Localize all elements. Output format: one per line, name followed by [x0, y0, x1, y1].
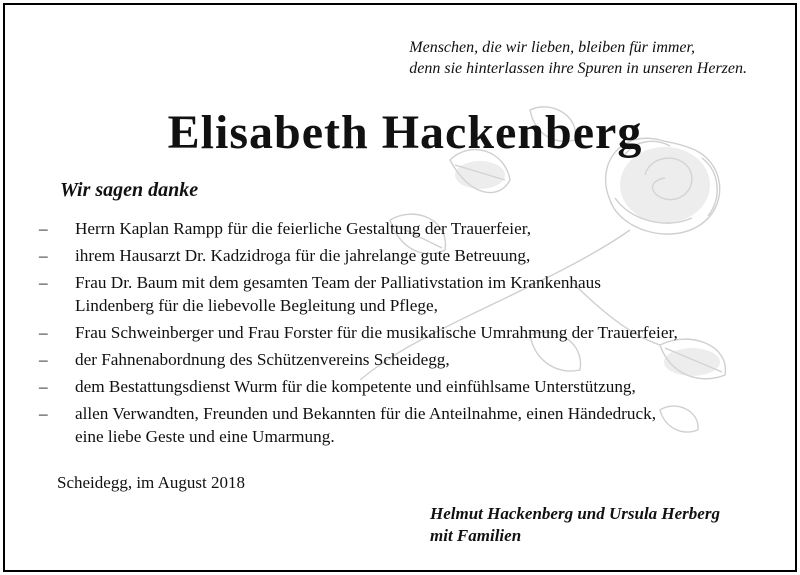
obituary-notice — [3, 3, 797, 572]
dash-bullet: – — [39, 404, 48, 423]
item-text: ihrem Hausarzt Dr. Kadzidroga für die jahrelange gute Betreuung, — [75, 246, 531, 265]
item-text: eine liebe Geste und eine Umarmung. — [75, 427, 335, 446]
dash-bullet: – — [39, 377, 48, 396]
place-date: Scheidegg, im August 2018 — [57, 473, 245, 492]
item-text: Herrn Kaplan Rampp für die feierliche Gestaltung der Trauerfeier, — [75, 219, 532, 238]
list-item — [39, 217, 779, 240]
dash-bullet: – — [39, 273, 48, 292]
item-text: der Fahnenabordnung des Schützenvereins Scheidegg, — [75, 350, 450, 369]
dash-bullet: – — [39, 323, 48, 342]
item-text: Frau Schweinberger und Frau Forster für die musikalische Umrahmung der Trauerfeier, — [75, 323, 678, 342]
list-item — [39, 244, 779, 267]
thanks-list — [39, 217, 779, 452]
list-item — [39, 402, 779, 448]
list-item — [39, 348, 779, 371]
item-text: Frau Dr. Baum mit dem gesamten Team der Palliativstation im Krankenhaus — [75, 273, 601, 292]
memorial-quote — [409, 37, 747, 79]
item-text: dem Bestattungsdienst Wurm für die kompetente und einfühlsame Unterstützung, — [75, 377, 636, 396]
deceased-name: Elisabeth Hackenberg — [167, 106, 643, 159]
item-text: allen Verwandten, Freunden und Bekannten für die Anteilnahme, einen Händedruck, — [75, 404, 657, 423]
dash-bullet: – — [39, 219, 48, 238]
item-text: Lindenberg für die liebevolle Begleitung und Pflege, — [75, 296, 438, 315]
list-item — [39, 321, 779, 344]
dash-bullet: – — [39, 246, 48, 265]
signature-line: Helmut Hackenberg und Ursula Herberg — [430, 504, 720, 523]
list-item — [39, 375, 779, 398]
signature-block — [430, 503, 720, 547]
signature-line: mit Familien — [430, 526, 522, 545]
thanks-heading: Wir sagen danke — [60, 179, 199, 201]
dash-bullet: – — [39, 350, 48, 369]
quote-line: Menschen, die wir lieben, bleiben für immer, — [409, 39, 695, 56]
list-item — [39, 271, 779, 317]
quote-line: denn sie hinterlassen ihre Spuren in unseren Herzen. — [409, 60, 747, 77]
